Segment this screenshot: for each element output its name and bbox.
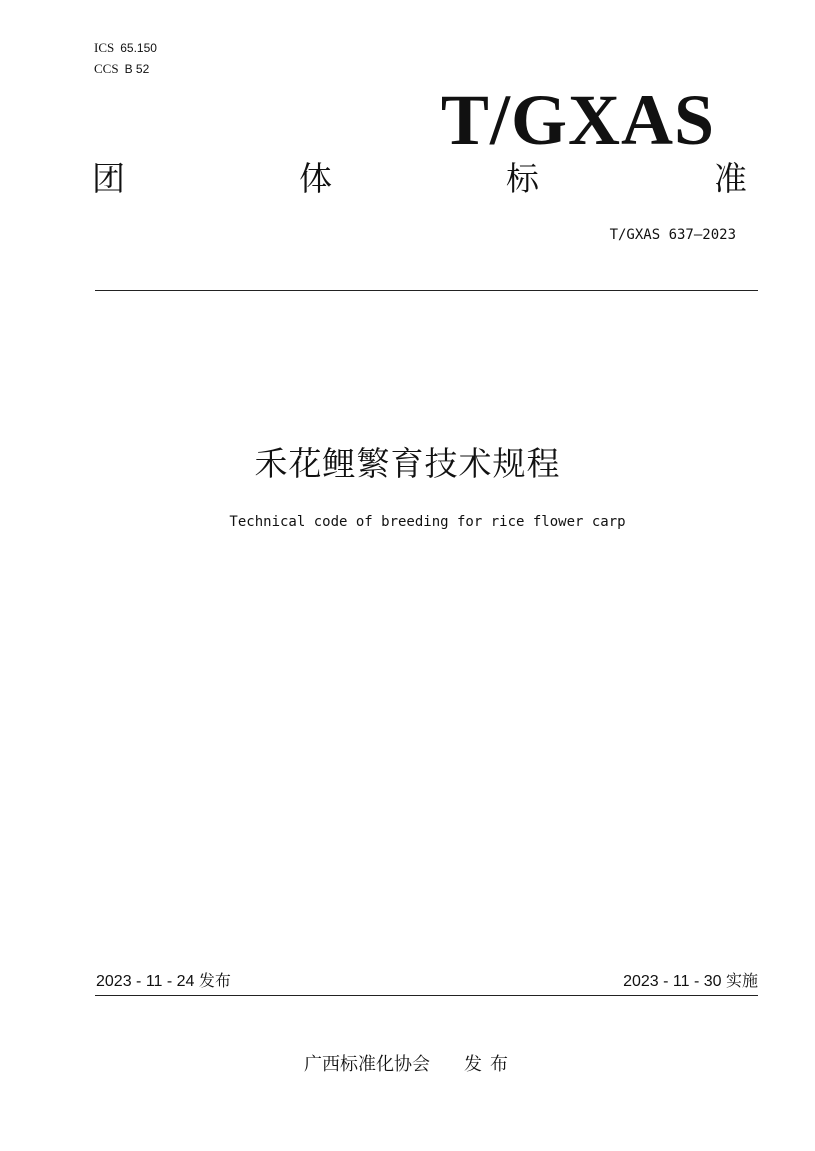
standard-type-char-4: 准 bbox=[714, 159, 747, 198]
footer-divider bbox=[95, 995, 758, 996]
standard-type-char-1: 团 bbox=[92, 159, 125, 198]
standard-brand-mark: T/GXAS bbox=[440, 80, 715, 160]
ics-code: 65.150 bbox=[120, 41, 157, 55]
header-divider bbox=[95, 290, 758, 291]
implementation-date: 2023 - 11 - 30 实施 bbox=[623, 973, 758, 990]
ics-label: ICS bbox=[94, 40, 115, 55]
standard-number: T/GXAS 637—2023 bbox=[609, 227, 736, 243]
publisher-name: 广西标准化协会 bbox=[304, 1054, 430, 1075]
publisher-action: 发布 bbox=[464, 1054, 516, 1075]
issue-date: 2023 - 11 - 24 发布 bbox=[96, 973, 231, 990]
document-title-cn: 禾花鲤繁育技术规程 bbox=[254, 444, 561, 483]
ccs-label: CCS bbox=[94, 61, 119, 76]
ccs-classification bbox=[94, 61, 149, 77]
publisher bbox=[304, 1054, 516, 1076]
document-title-en: Technical code of breeding for rice flower carp bbox=[229, 514, 626, 530]
standard-type-char-3: 标 bbox=[506, 159, 539, 198]
ics-classification bbox=[94, 40, 157, 56]
ccs-code: B 52 bbox=[124, 62, 150, 76]
standard-type-char-2: 体 bbox=[299, 159, 332, 198]
